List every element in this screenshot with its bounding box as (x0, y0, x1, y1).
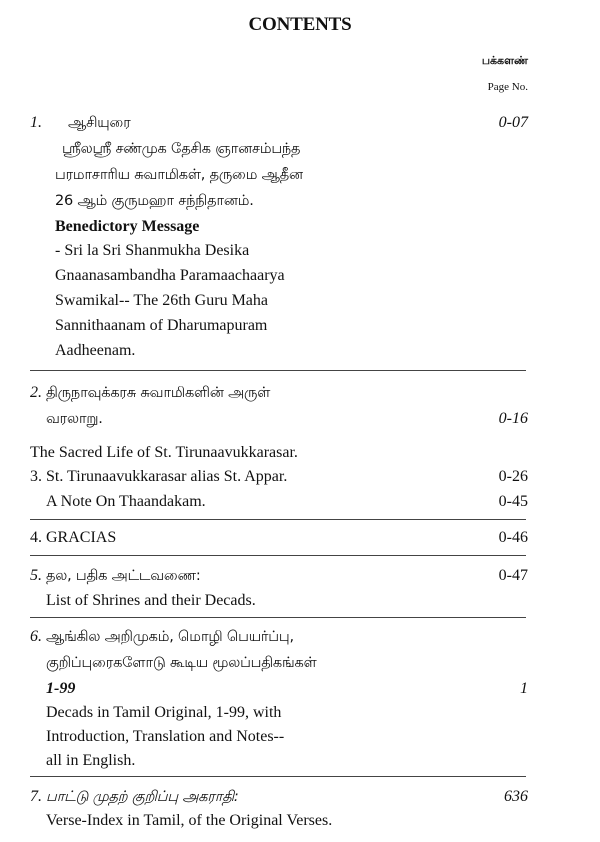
entry-english-line: Swamikal-- The 26th Guru Maha (55, 292, 268, 309)
entry-english-line: Decads in Tamil Original, 1-99, with (46, 704, 282, 721)
entry-english-line: Gnaanasambandha Paramaachaarya (55, 267, 285, 284)
entry-tamil-line: 26 ஆம் குருமஹா சந்நிதானம். (55, 193, 254, 209)
section-divider (30, 555, 526, 556)
entry-english-line: A Note On Thaandakam. (46, 493, 206, 510)
entry-tamil-line: குறிப்புரைகளோடு கூடிய மூலப்பதிகங்கள் (46, 655, 317, 671)
entry-page: 0-45 (498, 493, 528, 510)
entry-tamil-line: தல, பதிக அட்டவணை: (46, 568, 201, 584)
section-divider (30, 370, 526, 371)
entry-number: 1. (30, 114, 42, 131)
entry-english-line: Aadheenam. (55, 342, 136, 359)
section-divider (30, 776, 526, 777)
entry-english-line: Sannithaanam of Dharumapuram (55, 317, 268, 334)
entry-english-line: Verse-Index in Tamil, of the Original Verses. (46, 812, 333, 829)
entry-number: 3. (30, 468, 42, 485)
entry-page: 0-26 (498, 468, 528, 485)
entry-english-line: St. Tirunaavukkarasar alias St. Appar. (46, 468, 288, 485)
section-divider (30, 617, 526, 618)
page-column-header-tamil: பக்களண் (481, 54, 528, 67)
entry-tamil-line: திருநாவுக்கரசு சுவாமிகளின் அருள் (46, 385, 271, 401)
entry-tamil-line: வரலாறு. (46, 411, 103, 427)
entry-english-line: List of Shrines and their Decads. (46, 592, 256, 609)
entry-tamil-line: ஸ்ரீலஸ்ரீ சண்முக தேசிக ஞானசம்பந்த (62, 141, 301, 157)
page-title: CONTENTS (248, 14, 352, 35)
entry-english-line: Introduction, Translation and Notes-- (46, 728, 285, 745)
entry-page: 1 (520, 680, 528, 697)
entry-english-line: GRACIAS (46, 529, 117, 546)
entry-page: 0-47 (498, 567, 528, 584)
entry-english-line: The Sacred Life of St. Tirunaavukkarasar. (30, 444, 298, 461)
entry-number: 5. (30, 567, 42, 584)
entry-number: 2. (30, 384, 42, 401)
entry-english-line: - Sri la Sri Shanmukha Desika (55, 242, 250, 259)
entry-page: 0-46 (498, 529, 528, 546)
entry-tamil-line: 1-99 (46, 680, 76, 697)
entry-page: 636 (504, 788, 528, 805)
entry-tamil-line: ஆங்கில அறிமுகம், மொழி பெயர்ப்பு, (46, 629, 294, 645)
entry-number: 4. (30, 529, 42, 546)
section-divider (30, 519, 526, 520)
page-column-header: Page No. (487, 81, 528, 93)
entry-number: 6. (30, 628, 42, 645)
entry-english-line: all in English. (46, 752, 136, 769)
entry-page: 0-07 (498, 114, 528, 131)
entry-page: 0-16 (498, 410, 528, 427)
entry-tamil-line: பாட்டு முதற் குறிப்பு அகராதி: (46, 789, 239, 805)
entry-tamil-line: பரமாசாரிய சுவாமிகள், தருமை ஆதீன (55, 167, 303, 183)
entry-tamil-line: ஆசியுரை (68, 115, 131, 131)
entry-english-heading: Benedictory Message (55, 218, 200, 235)
entry-number: 7. (30, 788, 42, 805)
